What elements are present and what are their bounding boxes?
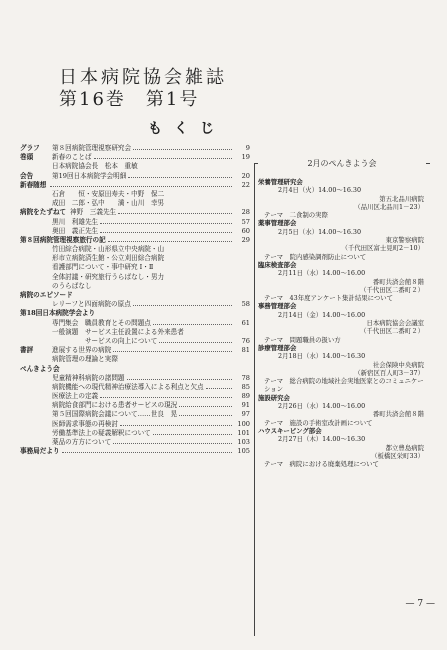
schedule-line: テーマ 総合病院の地域社会実地医家とのコミュニケーション <box>264 377 424 394</box>
toc-leader-dots <box>113 443 232 444</box>
schedule-line: テーマ 43年度アンケート集計結果について <box>264 294 394 303</box>
toc-entry-text: のうらばなし <box>52 281 92 290</box>
toc-row <box>20 355 250 364</box>
toc-row <box>20 383 250 392</box>
toc-leader-dots <box>179 415 232 416</box>
toc-leader-dots <box>127 379 232 380</box>
toc-row <box>20 282 250 291</box>
toc-row <box>20 300 250 309</box>
toc-section: 新春随想 <box>20 180 47 189</box>
schedule-line: 2月11日（水）14.00～16.00 <box>278 269 366 278</box>
toc-row <box>20 208 250 217</box>
toc-page-number: 9 <box>245 144 250 152</box>
schedule-line: （品川区北品川1－23） <box>354 202 424 211</box>
toc-entry-text: 第19回日本病院学会明細 <box>52 171 127 180</box>
schedule-line: 第五北品川病院 <box>379 194 424 203</box>
toc-page-number: 20 <box>241 171 250 180</box>
toc-section: 第18回日本病院学会より <box>20 309 96 318</box>
toc-row <box>20 273 250 282</box>
toc-entry-text: 看護部門について・事中研究 Ⅰ・Ⅱ <box>52 263 154 272</box>
toc-leader-dots <box>133 149 232 150</box>
toc-page-number: 101 <box>237 428 250 437</box>
schedule-line: 2月14日（金）14.00～16.00 <box>278 310 366 319</box>
page-number: — 7 — <box>405 599 435 609</box>
toc-leader-dots <box>118 213 232 214</box>
schedule-line: 2月18日（水）14.00～16.30 <box>278 352 366 361</box>
toc-page-number: 105 <box>237 447 250 456</box>
toc-page-number: 61 <box>241 318 250 327</box>
toc-entry-text: 薬品の方方について <box>52 438 112 446</box>
toc-row <box>20 309 250 318</box>
toc-row <box>20 218 250 227</box>
toc-row <box>20 328 250 337</box>
toc-row <box>20 438 250 447</box>
toc-leader-dots <box>100 223 232 224</box>
schedule-line: 施設研究会 <box>258 393 290 402</box>
toc-entry-text: 児童精神科病院の諸問題 <box>52 373 125 382</box>
toc-row <box>20 245 250 254</box>
toc-entry-text: 専門集会 職員教育とその問題点 <box>52 318 151 327</box>
toc-row <box>20 365 250 374</box>
toc-entry-text: 日本病院協会長 松本 重敏 <box>52 162 138 171</box>
schedule-line: 日本病院協会会議室 <box>366 319 424 328</box>
toc-leader-dots <box>159 342 232 343</box>
toc-section: ぺんきよう会 <box>20 364 60 373</box>
toc-leader-dots <box>128 177 232 178</box>
toc-row <box>20 392 250 401</box>
schedule-line: （千代田区富士見町2－10） <box>341 244 424 253</box>
toc-page-number: 91 <box>241 401 250 410</box>
toc-page-number: 22 <box>241 180 250 189</box>
toc-entry-text: 進展する世界の病院 <box>52 346 112 355</box>
toc-page-number: 76 <box>241 336 250 345</box>
toc-entry-text: 石倉 恒・安原田寿夫・中野 保二 <box>52 189 165 198</box>
toc-section: 病院をたずねて <box>20 208 66 217</box>
schedule-line: テーマ 問題職員の扱い方 <box>264 335 341 344</box>
schedule-line: （新宿区百人町3－37） <box>354 368 424 377</box>
schedule-line: 東京警察病院 <box>385 236 424 245</box>
toc-row <box>20 227 250 236</box>
toc-leader-dots <box>62 452 232 453</box>
toc-entry-text: 一般演題 サービス主任設置による外来患者 <box>52 327 184 336</box>
toc-leader-dots <box>206 388 232 389</box>
toc-page-number: 81 <box>241 346 250 355</box>
toc-page-number: 29 <box>241 235 250 244</box>
toc-leader-dots <box>179 406 232 407</box>
toc-entry-text: 神野 三義先生 <box>70 208 117 217</box>
toc-section: 病院のエピソード <box>20 291 73 299</box>
toc-row <box>20 181 250 190</box>
schedule-line: 番町共済会館８階 <box>372 410 424 419</box>
toc-page-number: 60 <box>241 226 250 235</box>
toc-page-number: 58 <box>241 300 250 309</box>
schedule-line: ハウスキーピング部会 <box>258 426 322 435</box>
toc-row <box>20 429 250 438</box>
schedule-line: 2月5日（水）14.00～16.30 <box>278 227 362 236</box>
toc-page-number: 103 <box>237 438 250 446</box>
toc-entry-text: 病院管理の理論と実際 <box>52 355 118 364</box>
toc-leader-dots <box>153 434 232 435</box>
toc-entry-text: 奥田 義正先生 <box>52 226 99 235</box>
toc-entry-text: 形市立病院済生館・公立刈田綜合病院 <box>52 254 165 263</box>
toc-row <box>20 374 250 383</box>
toc-row <box>20 410 250 419</box>
toc-entry-text: 竹田綜合病院・山形県立中央病院・山 <box>52 245 165 254</box>
toc-row <box>20 263 250 272</box>
toc-leader-dots <box>120 425 232 426</box>
contents-heading: もくじ <box>148 121 226 137</box>
schedule-line: 社会保険中央病院 <box>372 360 424 369</box>
toc-row <box>20 190 250 199</box>
toc-row <box>20 172 250 181</box>
toc-page-number: 28 <box>241 208 250 217</box>
toc-row <box>20 420 250 429</box>
schedule-line: （板橋区栄町33） <box>371 451 424 460</box>
toc-row <box>20 337 250 346</box>
toc-entry-text: サービスの向上について <box>52 336 158 345</box>
toc-page-number: 89 <box>241 392 250 401</box>
toc-leader-dots <box>113 351 232 352</box>
schedule-line: 栄養管理研究会 <box>258 178 303 186</box>
toc-entry-text: 医師需求事態の再検討 <box>52 419 118 428</box>
toc-leader-dots <box>50 186 232 187</box>
toc-entry-text: 新春のことば <box>52 153 92 162</box>
toc-entry-text: 全体討議・研究旅行うらばなし・男力 <box>52 272 165 281</box>
toc-page-number: 78 <box>241 373 250 382</box>
toc-page-number: 19 <box>241 153 250 162</box>
toc-leader-dots <box>94 158 232 159</box>
toc-entry-text: 第８回病院管理視察研究会 <box>52 144 132 152</box>
toc-row <box>20 153 250 162</box>
toc-section: 書評 <box>20 346 34 355</box>
toc-section: 事務局だより <box>20 447 60 456</box>
schedule-line: テーマ 二食制の実際 <box>264 211 328 220</box>
toc-section: グラフ <box>20 144 40 152</box>
schedule-line: 2月27日（木）14.00～16.30 <box>278 435 366 444</box>
schedule-line: 診療管理部会 <box>258 343 297 352</box>
schedule-line: 事務管理部会 <box>258 302 297 311</box>
schedule-heading: 2月のぺんきよう会 <box>258 158 426 169</box>
schedule-list <box>258 178 428 468</box>
toc-row <box>20 144 250 153</box>
toc-row <box>20 319 250 328</box>
toc-row <box>20 346 250 355</box>
toc-page-number: 57 <box>241 217 250 226</box>
toc-row <box>20 236 250 245</box>
schedule-line: テーマ 施設の手術室改計画について <box>264 418 373 427</box>
toc-row <box>20 199 250 208</box>
schedule-line: 番町共済会館８階 <box>372 277 424 286</box>
table-of-contents <box>20 144 250 456</box>
toc-entry-text: 医療法上の定義 <box>52 392 99 401</box>
toc-section: 第８回病院管理視察旅行の記 <box>20 235 106 244</box>
toc-entry-text: 黒川 利雄先生 <box>52 217 99 226</box>
schedule-line: テーマ 病院における廃棄処理について <box>264 460 379 469</box>
toc-entry-text: レリーフと四面病院の原点 <box>52 300 131 309</box>
toc-row <box>20 162 250 171</box>
toc-row <box>20 291 250 300</box>
schedule-line: 臨床検査部会 <box>258 260 297 269</box>
schedule-line: 2月4日（火）14.00～16.30 <box>278 186 362 195</box>
toc-row <box>20 447 250 456</box>
toc-entry-text: 第５回国際病院会議について……世良 晃 <box>52 410 178 419</box>
toc-entry-text: 病院機能への現代精神治療法導入による利点と欠点 <box>52 382 204 391</box>
toc-entry-text: 成田 二郎・弘中 満・山川 幸男 <box>52 199 165 208</box>
toc-leader-dots <box>100 232 232 233</box>
schedule-line: 2月26日（水）14.00～16.00 <box>278 402 366 411</box>
schedule-line: （千代田区二番町２） <box>360 327 424 336</box>
toc-page-number: 97 <box>241 410 250 419</box>
toc-leader-dots <box>133 305 232 306</box>
toc-entry-text: 労働基準法上の疑義解釈について <box>52 428 151 437</box>
toc-page-number: 100 <box>237 419 250 428</box>
toc-section: 巻頭 <box>20 153 34 162</box>
schedule-line: 薬事管理部会 <box>258 219 297 228</box>
toc-leader-dots <box>100 397 232 398</box>
schedule-line: （千代田区二番町２） <box>360 285 424 294</box>
toc-page-number: 85 <box>241 382 250 391</box>
schedule-line: テーマ 院内感染調剤防止について <box>264 252 367 261</box>
toc-leader-dots <box>108 241 232 242</box>
schedule-line: 都立豊島病院 <box>385 443 424 452</box>
toc-section: 会告 <box>20 171 34 180</box>
journal-title: 日本病院協会雑誌 <box>59 67 227 88</box>
journal-volume: 第16巻 第1号 <box>59 89 200 110</box>
toc-leader-dots <box>153 324 232 325</box>
toc-entry-text: 病院給食部門における患者サービスの現況 <box>52 401 178 410</box>
